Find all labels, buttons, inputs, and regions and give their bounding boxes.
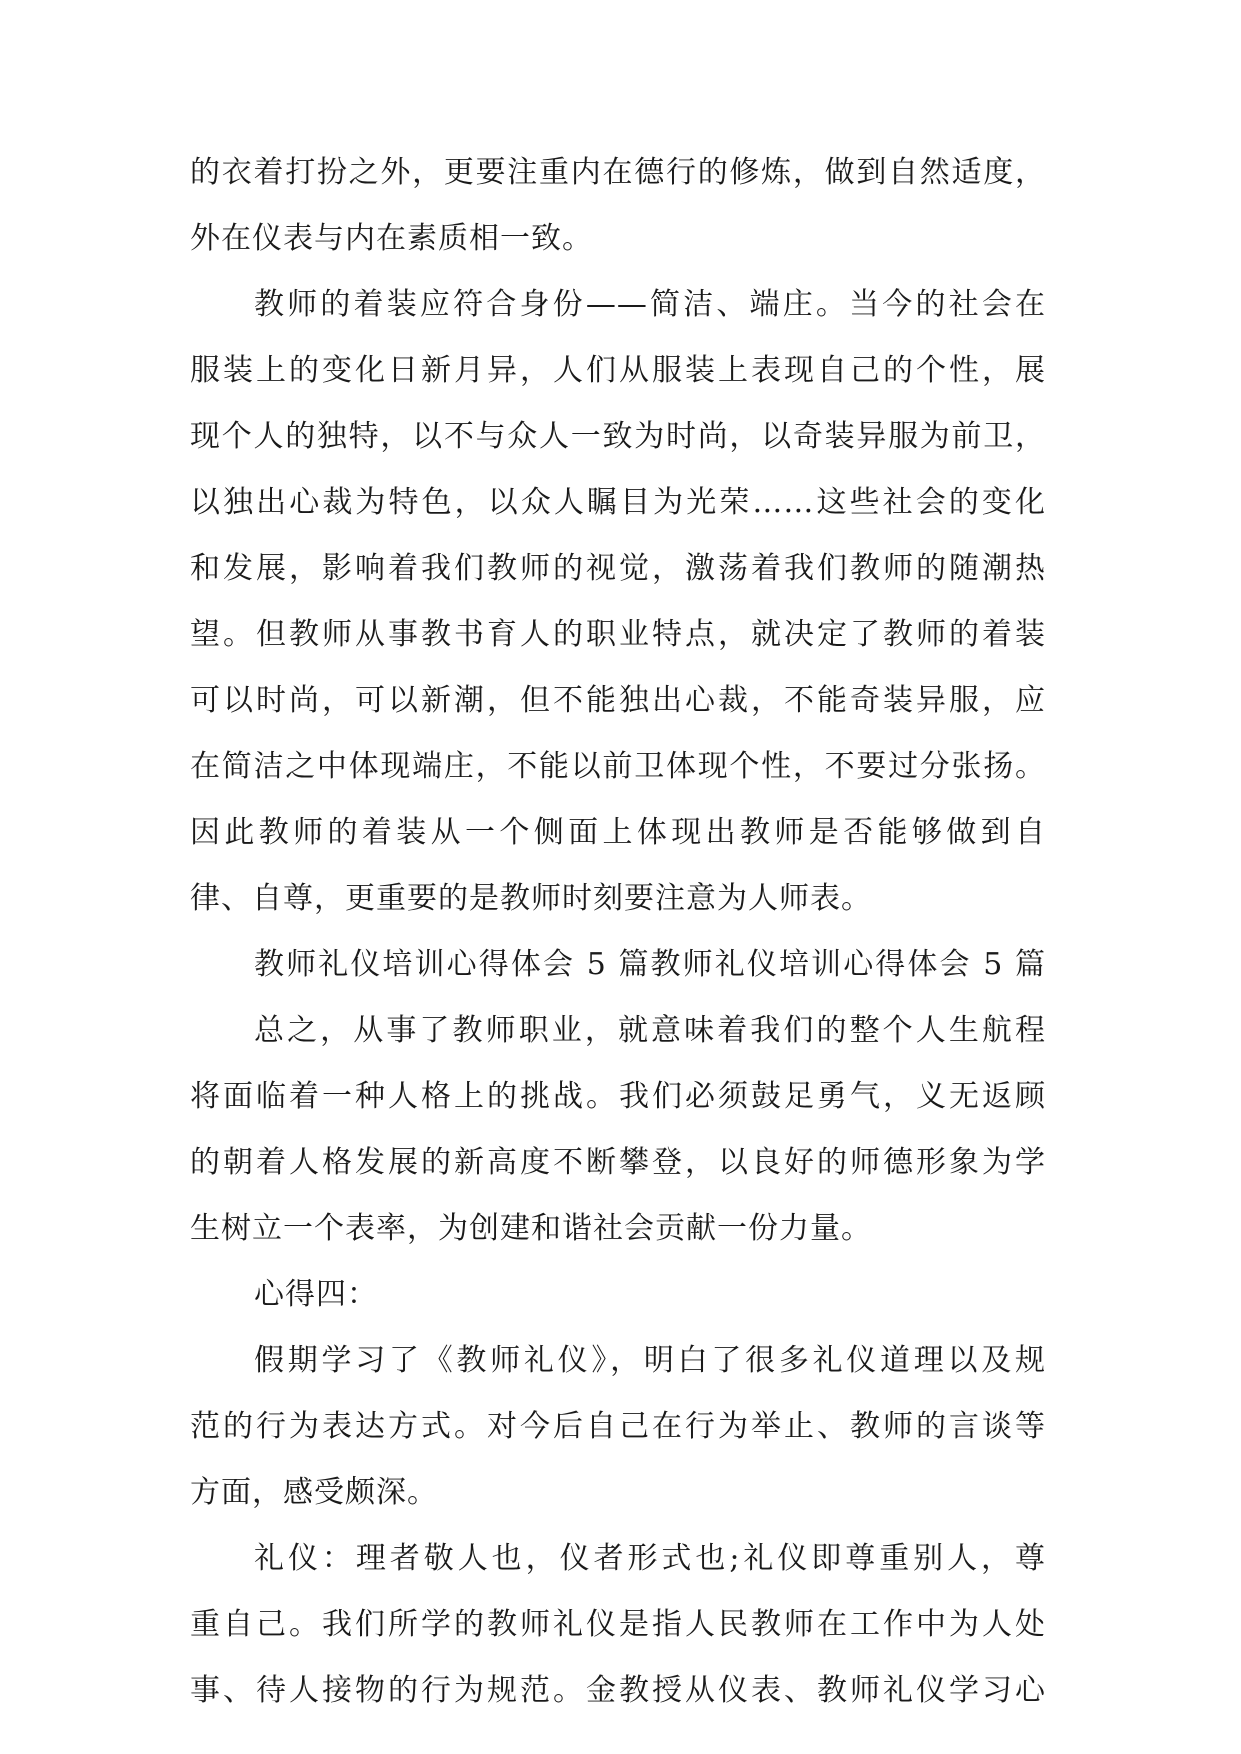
text-line: 服装上的变化日新月异，人们从服装上表现自己的个性，展 [190,353,1046,388]
text-line: 将面临着一种人格上的挑战。我们必须鼓足勇气，义无返顾 [190,1079,1046,1114]
text-line: 方面，感受颇深。 [190,1475,438,1510]
text-line: 心得四： [254,1277,378,1312]
text-line: 教师的着装应符合身份——简洁、端庄。当今的社会在 [254,287,1046,322]
text-line: 范的行为表达方式。对今后自己在行为举止、教师的言谈等 [190,1409,1046,1444]
text-line: 的衣着打扮之外，更要注重内在德行的修炼，做到自然适度， [190,155,1046,190]
text-line: 以独出心裁为特色，以众人瞩目为光荣……这些社会的变化 [190,485,1046,520]
text-line: 教师礼仪培训心得体会 5 篇教师礼仪培训心得体会 5 篇 [254,947,1046,982]
text-line: 现个人的独特，以不与众人一致为时尚，以奇装异服为前卫， [190,419,1046,454]
text-line: 总之，从事了教师职业，就意味着我们的整个人生航程 [254,1013,1046,1048]
text-line: 因此教师的着装从一个侧面上体现出教师是否能够做到自 [190,815,1046,850]
text-line: 律、自尊，更重要的是教师时刻要注意为人师表。 [190,881,872,916]
text-line: 生树立一个表率，为创建和谐社会贡献一份力量。 [190,1211,872,1246]
text-line: 礼仪：理者敬人也，仪者形式也;礼仪即尊重别人，尊 [254,1541,1046,1576]
text-line: 可以时尚，可以新潮，但不能独出心裁，不能奇装异服，应 [190,683,1046,718]
text-line: 望。但教师从事教书育人的职业特点，就决定了教师的着装 [190,617,1046,652]
document-page [190,140,1046,1724]
text-line: 和发展，影响着我们教师的视觉，激荡着我们教师的随潮热 [190,551,1046,586]
text-line: 重自己。我们所学的教师礼仪是指人民教师在工作中为人处 [190,1607,1046,1642]
text-line: 假期学习了《教师礼仪》，明白了很多礼仪道理以及规 [254,1343,1046,1378]
text-line: 在简洁之中体现端庄，不能以前卫体现个性，不要过分张扬。 [190,749,1046,784]
text-line: 的朝着人格发展的新高度不断攀登，以良好的师德形象为学 [190,1145,1046,1180]
text-line: 事、待人接物的行为规范。金教授从仪表、教师礼仪学习心 [190,1673,1046,1708]
text-line: 外在仪表与内在素质相一致。 [190,221,593,256]
